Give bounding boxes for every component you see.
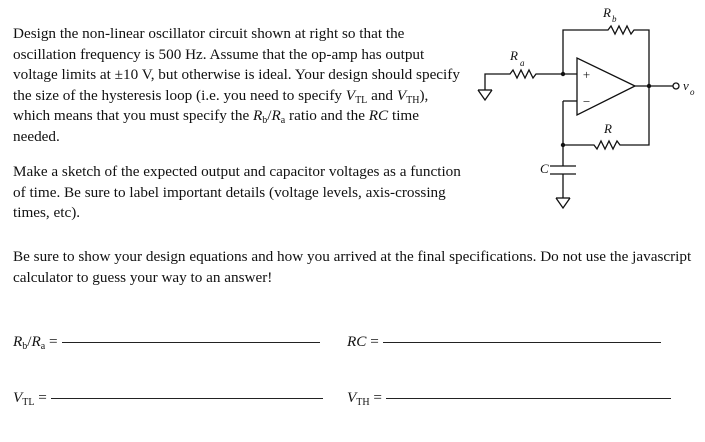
vtl-subscript: TL [355,94,368,106]
junction-dot [561,72,565,76]
capacitor [550,166,576,198]
rc-label [347,333,379,351]
rb-label: R [603,5,611,20]
equals: = [369,389,382,406]
vth-answer-line[interactable] [386,397,671,399]
ra-subscript: a [280,115,286,126]
v-symbol: V [347,389,357,406]
ground-icon [478,90,492,100]
text-span: time needed. [13,107,419,145]
rc-answer-line[interactable] [383,341,661,343]
output-terminal [673,83,679,89]
slash: / [267,107,272,124]
equals: = [366,333,379,350]
rc-answer-field[interactable] [347,333,661,351]
th-subscript: TH [356,397,370,408]
rc-symbol: RC [368,107,389,124]
text-span: and [367,86,397,104]
junction-dot [561,143,565,147]
slash: / [27,333,32,350]
rb-subscript: b [262,115,268,126]
b-subscript: b [22,341,28,352]
rb-subscript: b [612,14,617,24]
problem-statement [13,24,463,147]
c-label: C [540,161,549,176]
ground-icon [556,198,570,208]
r-symbol: R [31,333,41,350]
a-subscript: a [40,341,46,352]
equals: = [45,333,58,350]
plus-sign: + [582,67,591,82]
vth-subscript: TH [406,94,420,106]
ra-subscript: a [520,58,525,68]
vtl-answer-field[interactable] [13,389,323,407]
tl-subscript: TL [22,397,35,408]
output-label: v [683,78,689,93]
text-span: ratio and the [285,107,369,124]
vth-symbol: V [396,86,407,104]
v-symbol: V [13,389,23,406]
vth-answer-field[interactable] [347,389,671,407]
text-span: Design the non-linear oscillator circuit shown at right so that the oscillation frequency is 500 Hz. Assume that the op-amp has output voltage limits at ±10 V, but otherwise is ideal. Your design should specify the size of the hysteresis loop (i.e. you need to specify [13,25,460,104]
ra-label: R [510,48,518,63]
rc-symbol: RC [347,333,367,350]
r-symbol: R [13,333,23,350]
text-span: ), which means that you must specify the [13,86,429,124]
sketch-instructions: Make a sketch of the expected output and capacitor voltages as a function of time. Be sure to label important details (voltage levels, axis-crossing times, etc). [13,163,461,221]
vth-label [347,389,382,407]
design-instructions: Be sure to show your design equations and how you arrived at the final specifications. Do not use the javascript calculator to guess your way to an answer! [13,248,692,286]
ra-symbol: R [271,107,281,124]
equals: = [34,389,47,406]
minus-sign: − [582,94,591,109]
vtl-answer-line[interactable] [51,397,323,399]
vtl-symbol: V [345,86,356,104]
ratio-answer-line[interactable] [62,341,320,343]
oscillator-circuit-diagram [470,0,705,230]
output-subscript: o [690,87,695,97]
ratio-answer-field[interactable] [13,333,320,351]
r-label: R [604,121,612,136]
ratio-label [13,333,58,351]
rb-symbol: R [253,107,263,124]
vtl-label [13,389,47,407]
rb-resistor [563,26,649,86]
